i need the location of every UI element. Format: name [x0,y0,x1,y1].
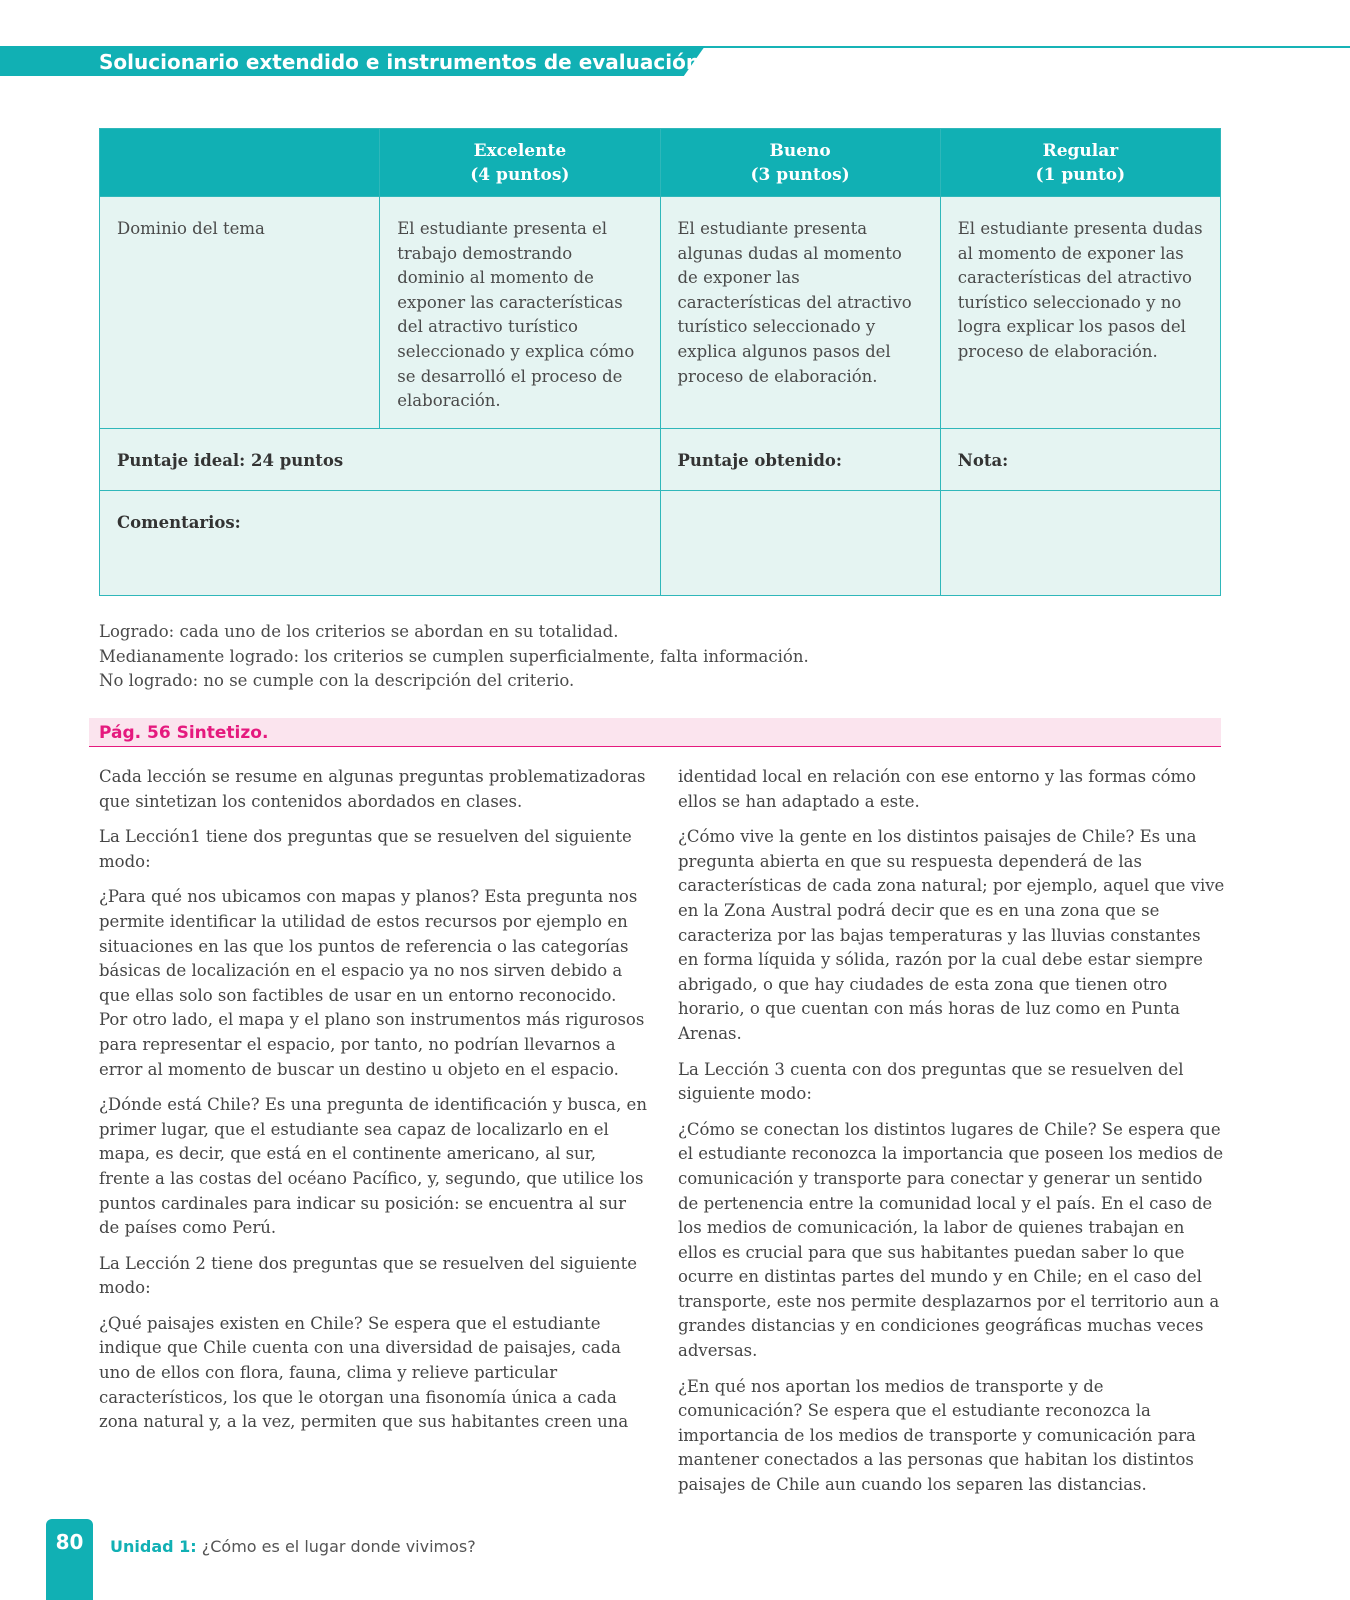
page-number: 80 [55,1530,84,1554]
paragraph: ¿Cómo se conectan los distintos lugares de Chile? Se espera que el estudiante reconozca la importancia que poseen los medios de comunicación y transporte para conectar y generar un sentido de pertenencia entre la comunidad local y el país. En el caso de los medios de comunicación, la labor de quienes trabajan en ellos es crucial para que sus habitantes puedan saber lo que ocurre en distintas partes del mundo y en Chile; en el caso del transporte, este nos permite desplazarnos por el territorio aun a grandes distancias y en condiciones geográficas muchas veces adversas. [678,1119,1224,1361]
rubric-header-bueno: Bueno (3 puntos) [660,129,940,197]
ideal-score-cell: Puntaje ideal: 24 puntos [100,429,661,491]
descriptor-excelente: El estudiante presenta el trabajo demostrando dominio al momento de exponer las características del atractivo turístico seleccionado y explica cómo se desarrolló el proceso de elaboración. [380,197,660,429]
rubric-table [99,128,1221,596]
section-title: Pág. 56 Sintetizo. [99,723,269,743]
obtained-score-cell: Puntaje obtenido: [660,429,940,491]
paragraph: ¿Dónde está Chile? Es una pregunta de identificación y busca, en primer lugar, que el estudiante sea capaz de localizarlo en el mapa, es decir, que está en el continente americano, al sur, frente a las costas del océano Pacífico, y, segundo, que utilice los puntos cardinales para indicar su posición: se encuentra al sur de países como Perú. [99,1095,647,1238]
comments-empty-cell [940,491,1220,596]
header-title: Solucionario extendido e instrumentos de evaluación [99,50,701,74]
rubric-header-row [100,129,1221,197]
paragraph: identidad local en relación con ese entorno y las formas cómo ellos se han adaptado a este. [678,767,1197,811]
paragraph: ¿Cómo vive la gente en los distintos paisajes de Chile? Es una pregunta abierta en que su respuesta dependerá de las características de cada zona natural; por ejemplo, aquel que vive en la Zona Austral podrá decir que es en una zona que se caracteriza por las bajas temperaturas y las lluvias constantes en forma líquida y sólida, razón por la cual debe estar siempre abrigado, o que hay ciudades de esta zona que tienen otro horario, o que cuentan con más horas de luz como en Punta Arenas. [678,827,1225,1043]
descriptor-bueno: El estudiante presenta algunas dudas al momento de exponer las características del atractivo turístico seleccionado y explica algunos pasos del proceso de elaboración. [660,197,940,429]
legend-line: No logrado: no se cumple con la descripción del criterio. [99,671,575,691]
right-column [678,765,1226,1509]
rubric-header-excelente: Excelente (4 puntos) [380,129,660,197]
rubric-criterion-row [100,197,1221,429]
paragraph: ¿Para qué nos ubicamos con mapas y planos? Esta pregunta nos permite identificar la utilidad de estos recursos por ejemplo en situaciones en las que los puntos de referencia o las categorías básicas de localización en el espacio ya no nos sirven debido a que ellas solo son factibles de usar en un entorno reconocido. Por otro lado, el mapa y el plano son instrumentos más rigurosos para representar el espacio, por tanto, no podrían llevarnos a error al momento de buscar un destino u objeto en el espacio. [99,887,645,1079]
legend-line: Medianamente logrado: los criterios se cumplen superficialmente, falta información. [99,646,809,666]
rubric-header-empty [100,129,380,197]
left-column [99,765,647,1446]
comments-empty-cell [660,491,940,596]
paragraph: ¿Qué paisajes existen en Chile? Se espera que el estudiante indique que Chile cuenta con una diversidad de paisajes, cada uno de ellos con flora, fauna, clima y relieve particular característicos, los que le otorgan una fisonomía única a cada zona natural y, a la vez, permiten que sus habitantes creen una [99,1313,629,1432]
paragraph: La Lección 2 tiene dos preguntas que se resuelven del siguiente modo: [99,1253,638,1298]
paragraph: La Lección1 tiene dos preguntas que se resuelven del siguiente modo: [99,827,632,871]
criterion-cell: Dominio del tema [100,197,380,429]
paragraph: Cada lección se resume en algunas preguntas problematizadoras que sintetizan los contenidos abordados en clases. [99,767,646,811]
paragraph: ¿En qué nos aportan los medios de transporte y de comunicación? Se espera que el estudiante reconozca la importancia de los medios de transporte y comunicación para mantener conectados a las personas que habitan los distintos paisajes de Chile aun cuando los separen las distancias. [678,1376,1196,1495]
paragraph: La Lección 3 cuenta con dos preguntas que se resuelven del siguiente modo: [678,1059,1184,1104]
footer-unit-label: Unidad 1: [110,1537,197,1556]
legend-line: Logrado: cada uno de los criterios se abordan en su totalidad. [99,622,619,641]
footer-unit [110,1537,476,1556]
rubric-comments-row [100,491,1221,596]
grade-cell: Nota: [940,429,1220,491]
rubric-header-regular: Regular (1 punto) [940,129,1220,197]
rubric-score-row [100,429,1221,491]
comments-cell: Comentarios: [100,491,661,596]
footer-unit-title: ¿Cómo es el lugar donde vivimos? [201,1537,476,1556]
descriptor-regular: El estudiante presenta dudas al momento de exponer las características del atractivo turístico seleccionado y no logra explicar los pasos del proceso de elaboración. [940,197,1220,429]
rubric-legend [99,620,809,694]
